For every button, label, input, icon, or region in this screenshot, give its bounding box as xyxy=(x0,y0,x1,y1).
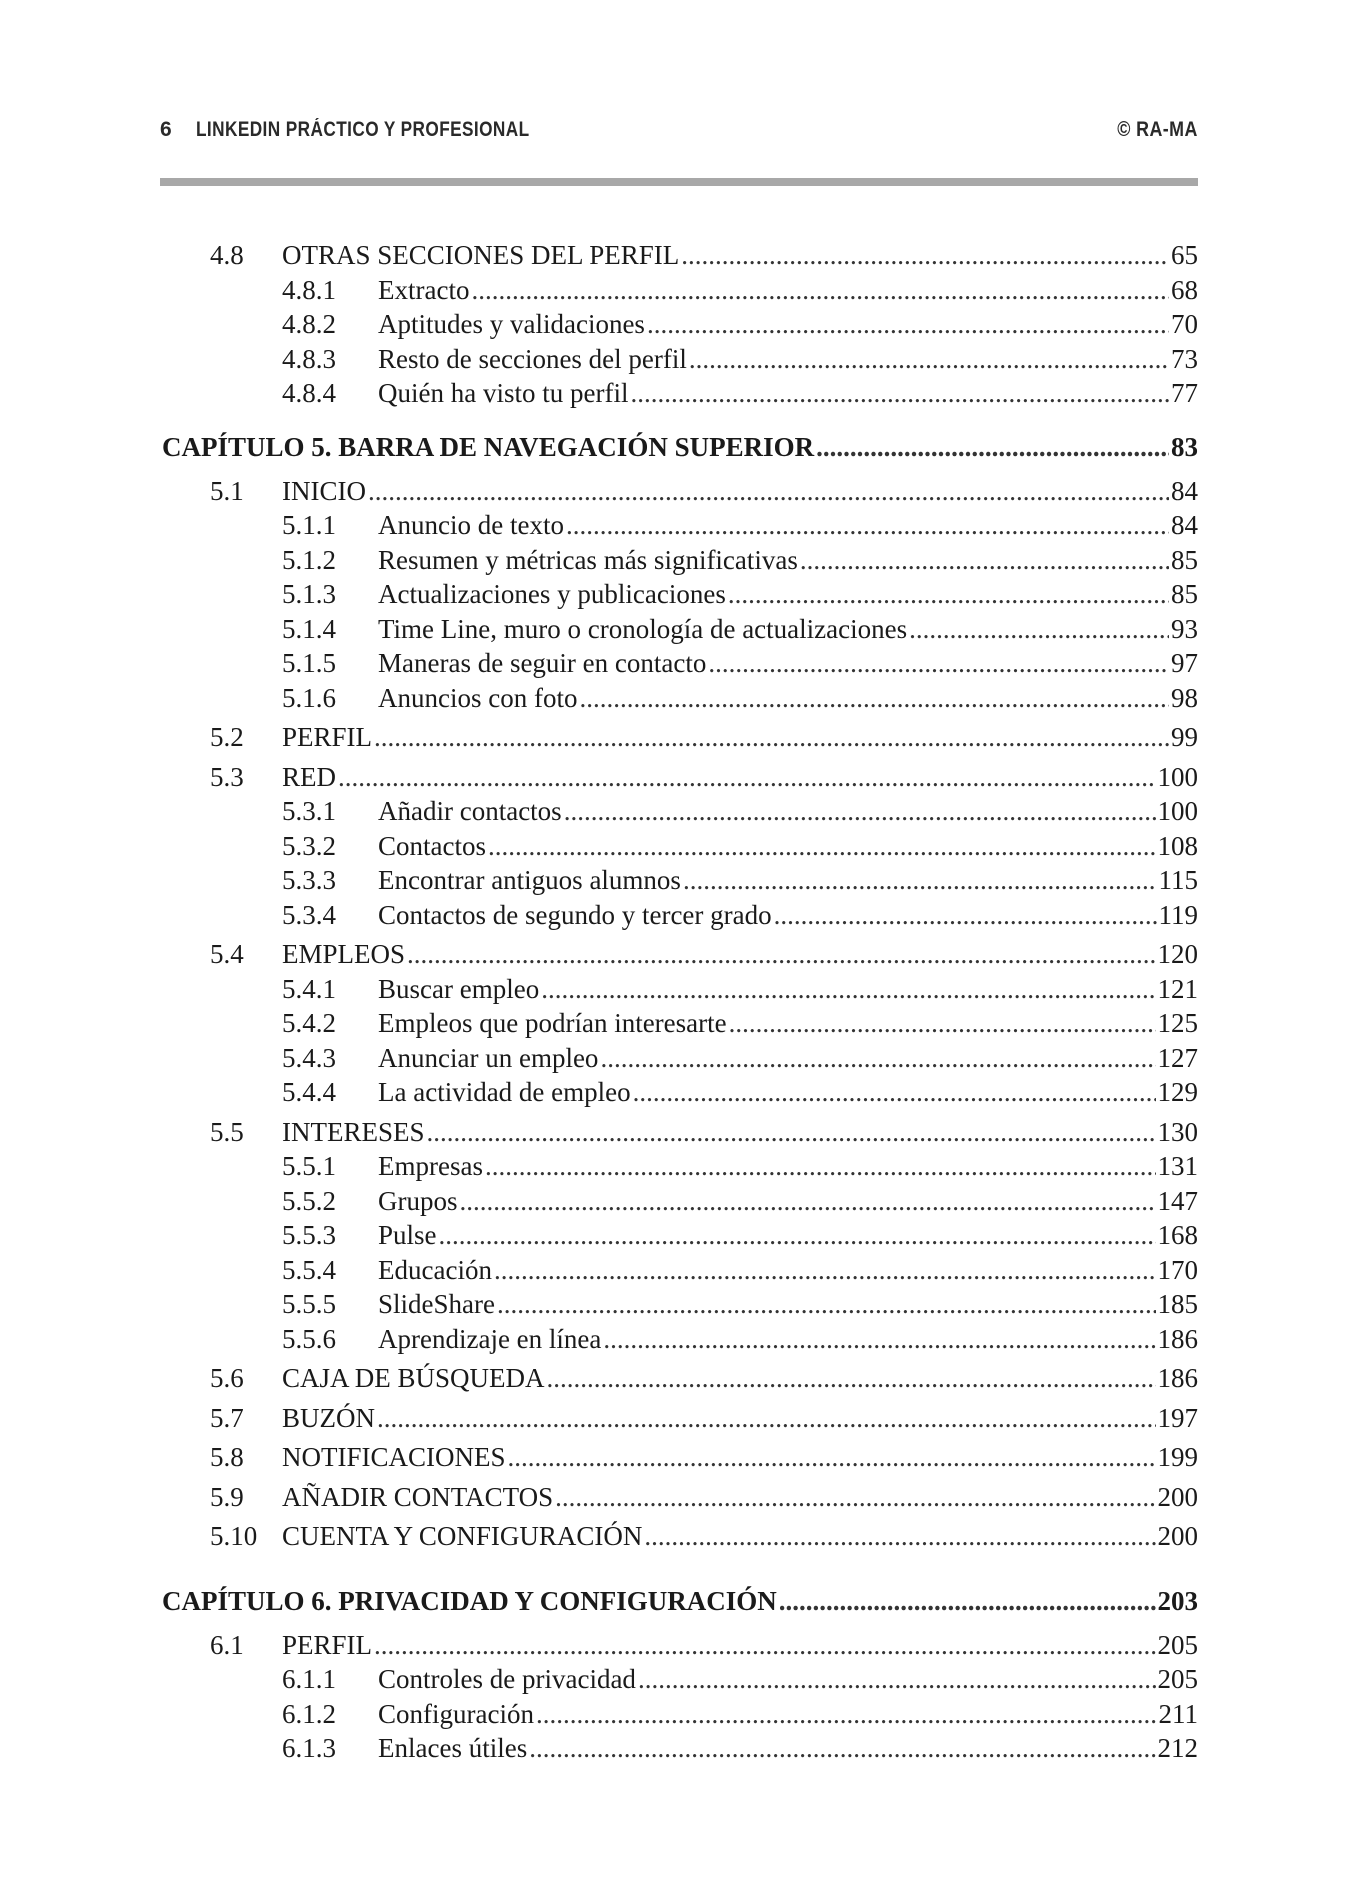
toc-entry xyxy=(378,577,1198,612)
toc-entry-title: Encontrar antiguos alumnos xyxy=(378,865,681,895)
toc-entry-page: 83 xyxy=(1171,431,1198,462)
toc-entry-number: 5.4.4 xyxy=(282,1077,336,1107)
dot-leader xyxy=(488,829,1156,864)
toc-entry-page: 205 xyxy=(1157,1629,1198,1660)
toc-section-row xyxy=(162,1361,1198,1396)
toc-subsection-row xyxy=(162,681,1198,716)
toc-entry-title: La actividad de empleo xyxy=(378,1077,631,1107)
toc-entry-page: 68 xyxy=(1171,274,1198,305)
toc-entry-title: BUZÓN xyxy=(282,1402,375,1433)
toc-entry xyxy=(378,1662,1198,1697)
dot-leader xyxy=(377,1401,1156,1436)
toc-entry xyxy=(282,1628,1198,1663)
toc-subsection-row xyxy=(162,1697,1198,1732)
toc-entry xyxy=(378,376,1198,411)
toc-entry-title: Resumen y métricas más significativas xyxy=(378,544,798,575)
toc-entry-number: 5.1.1 xyxy=(282,510,336,540)
dot-leader xyxy=(471,273,1169,308)
toc-entry-number: 5.4.3 xyxy=(282,1042,336,1073)
toc-entry-number: 5.9 xyxy=(210,1481,244,1512)
toc-entry-number: 6.1.3 xyxy=(282,1733,336,1763)
toc-entry-title: NOTIFICACIONES xyxy=(282,1442,506,1472)
toc-entry xyxy=(162,425,1198,469)
toc-subsection-row xyxy=(162,863,1198,898)
toc-entry xyxy=(378,829,1198,864)
dot-leader xyxy=(494,1253,1156,1288)
toc-entry xyxy=(282,1401,1198,1436)
toc-entry-title: Empleos que podrían interesarte xyxy=(378,1008,727,1038)
toc-entry-page: 121 xyxy=(1157,973,1198,1004)
toc-entry-number: 5.4.1 xyxy=(282,973,336,1004)
toc-entry xyxy=(378,646,1198,681)
toc-entry-number: 4.8.1 xyxy=(282,274,336,305)
toc-entry-number: 5.1.3 xyxy=(282,579,336,609)
dot-leader xyxy=(633,1075,1156,1110)
toc-subsection-row xyxy=(162,1218,1198,1253)
toc-entry xyxy=(378,1253,1198,1288)
toc-entry-number: 5.3.3 xyxy=(282,865,336,895)
toc-entry-title: INTERESES xyxy=(282,1116,425,1147)
toc-subsection-row xyxy=(162,1075,1198,1110)
toc-entry-title: Resto de secciones del perfil xyxy=(378,343,687,374)
toc-subsection-row xyxy=(162,646,1198,681)
toc-entry-number: 5.1.6 xyxy=(282,682,336,713)
toc-entry-page: 205 xyxy=(1157,1664,1198,1694)
dot-leader xyxy=(779,1579,1156,1623)
toc-subsection-row xyxy=(162,829,1198,864)
toc-entry-title: Buscar empleo xyxy=(378,973,540,1004)
toc-entry-title: Maneras de seguir en contacto xyxy=(378,648,707,678)
toc-section-row xyxy=(162,1519,1198,1554)
toc-entry-page: 147 xyxy=(1157,1185,1198,1216)
toc-entry-page: 120 xyxy=(1157,939,1198,969)
toc-entry-page: 100 xyxy=(1157,796,1198,826)
toc-subsection-row xyxy=(162,1662,1198,1697)
dot-leader xyxy=(644,1519,1155,1554)
toc-entry-title: AÑADIR CONTACTOS xyxy=(282,1481,554,1512)
toc-entry xyxy=(378,898,1198,933)
toc-section-row xyxy=(162,1401,1198,1436)
dot-leader xyxy=(407,937,1155,972)
toc-entry-title: CAPÍTULO 6. PRIVACIDAD Y CONFIGURACIÓN xyxy=(162,1585,777,1616)
toc-entry-page: 108 xyxy=(1157,830,1198,861)
toc-entry xyxy=(378,794,1198,829)
toc-entry-number: 6.1.2 xyxy=(282,1698,336,1729)
dot-leader xyxy=(497,1287,1156,1322)
toc-section-row xyxy=(162,1115,1198,1150)
toc-entry-number: 5.5.2 xyxy=(282,1185,336,1216)
toc-entry-page: 200 xyxy=(1157,1481,1198,1512)
toc-section-row xyxy=(162,720,1198,755)
toc-entry xyxy=(378,1218,1198,1253)
dot-leader xyxy=(774,898,1157,933)
toc-subsection-row xyxy=(162,307,1198,342)
dot-leader xyxy=(729,1006,1156,1041)
dot-leader xyxy=(374,1628,1155,1663)
toc-subsection-row xyxy=(162,1041,1198,1076)
toc-subsection-row xyxy=(162,543,1198,578)
toc-entry xyxy=(378,1184,1198,1219)
toc-entry-title: Controles de privacidad xyxy=(378,1664,636,1694)
dot-leader xyxy=(508,1440,1156,1475)
toc-section-row xyxy=(162,1440,1198,1475)
toc-entry xyxy=(378,543,1198,578)
toc-entry xyxy=(378,612,1198,647)
dot-leader xyxy=(909,612,1169,647)
toc-entry-title: CAPÍTULO 5. BARRA DE NAVEGACIÓN SUPERIOR xyxy=(162,431,815,462)
toc-subsection-row xyxy=(162,376,1198,411)
toc-entry-title: Contactos de segundo y tercer grado xyxy=(378,899,772,930)
toc-entry xyxy=(378,1075,1198,1110)
toc-subsection-row xyxy=(162,1322,1198,1357)
toc-entry-number: 5.1.5 xyxy=(282,648,336,678)
toc-entry-number: 5.8 xyxy=(210,1442,244,1472)
toc-subsection-row xyxy=(162,1253,1198,1288)
toc-entry-number: 4.8.2 xyxy=(282,309,336,339)
toc-entry-title: RED xyxy=(282,761,336,792)
toc-section-row xyxy=(162,238,1198,273)
toc-entry-number: 5.10 xyxy=(210,1521,258,1551)
toc-subsection-row xyxy=(162,612,1198,647)
toc-entry-number: 5.1.2 xyxy=(282,544,336,575)
dot-leader xyxy=(485,1149,1156,1184)
page-number: 6 xyxy=(160,118,173,141)
dot-leader xyxy=(566,508,1169,543)
toc-entry xyxy=(378,863,1198,898)
toc-entry-page: 84 xyxy=(1171,475,1198,506)
dot-leader xyxy=(579,681,1169,716)
toc-entry xyxy=(378,1006,1198,1041)
toc-subsection-row xyxy=(162,342,1198,377)
toc-entry-title: Pulse xyxy=(378,1220,437,1250)
toc-entry-title: Grupos xyxy=(378,1185,458,1216)
toc-subsection-row xyxy=(162,1287,1198,1322)
toc-entry-title: CUENTA Y CONFIGURACIÓN xyxy=(282,1521,643,1551)
toc-section-row xyxy=(162,937,1198,972)
toc-subsection-row xyxy=(162,794,1198,829)
toc-entry xyxy=(282,1440,1198,1475)
toc-entry xyxy=(378,1287,1198,1322)
toc-entry xyxy=(378,508,1198,543)
toc-entry-number: 5.6 xyxy=(210,1363,244,1393)
toc-entry-number: 5.5.5 xyxy=(282,1289,336,1319)
toc-entry-page: 85 xyxy=(1171,579,1198,609)
toc-section-row xyxy=(162,1628,1198,1663)
dot-leader xyxy=(647,307,1169,342)
dot-leader xyxy=(689,342,1169,377)
toc-entry xyxy=(378,1322,1198,1357)
toc-entry-number: 5.1 xyxy=(210,475,244,506)
toc-entry-title: EMPLEOS xyxy=(282,939,406,969)
toc-entry-page: 211 xyxy=(1158,1698,1198,1729)
toc-entry-page: 99 xyxy=(1171,722,1198,752)
toc-entry xyxy=(378,681,1198,716)
dot-leader xyxy=(683,863,1157,898)
table-of-contents xyxy=(162,233,1198,1766)
toc-entry-number: 5.5.3 xyxy=(282,1220,336,1250)
toc-subsection-row xyxy=(162,273,1198,308)
toc-subsection-row xyxy=(162,577,1198,612)
toc-entry-number: 5.2 xyxy=(210,722,244,752)
toc-entry-number: 4.8 xyxy=(210,240,244,270)
toc-entry xyxy=(378,1731,1198,1766)
toc-entry-title: INICIO xyxy=(282,475,366,506)
toc-entry-number: 4.8.4 xyxy=(282,378,336,408)
toc-entry-page: 200 xyxy=(1157,1521,1198,1551)
toc-entry-title: Actualizaciones y publicaciones xyxy=(378,579,726,609)
toc-entry xyxy=(378,273,1198,308)
toc-subsection-row xyxy=(162,1731,1198,1766)
toc-entry-page: 130 xyxy=(1157,1116,1198,1147)
toc-entry xyxy=(378,972,1198,1007)
publisher-mark: © RA-MA xyxy=(1117,118,1198,141)
header-rule xyxy=(160,178,1198,186)
toc-entry-page: 199 xyxy=(1157,1442,1198,1472)
toc-entry-page: 85 xyxy=(1171,544,1198,575)
toc-entry-page: 73 xyxy=(1171,343,1198,374)
toc-entry-page: 77 xyxy=(1171,378,1198,408)
toc-entry-page: 197 xyxy=(1157,1402,1198,1433)
toc-entry-title: PERFIL xyxy=(282,1629,373,1660)
dot-leader xyxy=(439,1218,1156,1253)
toc-entry xyxy=(282,937,1198,972)
toc-entry-page: 129 xyxy=(1157,1077,1198,1107)
dot-leader xyxy=(368,474,1169,509)
dot-leader xyxy=(460,1184,1156,1219)
toc-subsection-row xyxy=(162,1006,1198,1041)
toc-entry xyxy=(282,474,1198,509)
dot-leader xyxy=(638,1662,1156,1697)
toc-entry-page: 84 xyxy=(1171,510,1198,540)
dot-leader xyxy=(708,646,1169,681)
dot-leader xyxy=(728,577,1169,612)
dot-leader xyxy=(681,238,1169,273)
toc-entry-title: SlideShare xyxy=(378,1289,495,1319)
toc-entry-page: 185 xyxy=(1157,1289,1198,1319)
toc-entry-title: Enlaces útiles xyxy=(378,1733,528,1763)
toc-entry-title: Anuncios con foto xyxy=(378,682,578,713)
toc-entry xyxy=(282,720,1198,755)
toc-entry-number: 5.5.6 xyxy=(282,1323,336,1354)
toc-subsection-row xyxy=(162,1149,1198,1184)
toc-section-row xyxy=(162,1480,1198,1515)
toc-entry xyxy=(282,1519,1198,1554)
toc-entry-page: 65 xyxy=(1171,240,1198,270)
toc-entry-title: Contactos xyxy=(378,830,486,861)
toc-entry-title: Aptitudes y validaciones xyxy=(378,309,645,339)
toc-entry-page: 168 xyxy=(1157,1220,1198,1250)
toc-entry-page: 127 xyxy=(1157,1042,1198,1073)
toc-chapter-row xyxy=(162,425,1198,469)
toc-entry-number: 6.1.1 xyxy=(282,1664,336,1694)
toc-entry-page: 170 xyxy=(1157,1254,1198,1285)
toc-entry-title: Time Line, muro o cronología de actualizaciones xyxy=(378,613,908,644)
dot-leader xyxy=(630,376,1169,411)
toc-entry xyxy=(282,238,1198,273)
toc-entry-number: 5.4 xyxy=(210,939,244,969)
toc-entry-title: OTRAS SECCIONES DEL PERFIL xyxy=(282,240,680,270)
dot-leader xyxy=(427,1115,1156,1150)
toc-entry-title: Empresas xyxy=(378,1151,483,1181)
toc-entry-title: Añadir contactos xyxy=(378,796,562,826)
toc-entry xyxy=(378,307,1198,342)
toc-entry xyxy=(378,1697,1198,1732)
toc-chapter-row xyxy=(162,1579,1198,1623)
book-title: LINKEDIN PRÁCTICO Y PROFESIONAL xyxy=(196,118,530,141)
toc-entry-number: 5.4.2 xyxy=(282,1008,336,1038)
dot-leader xyxy=(816,425,1169,469)
toc-entry xyxy=(282,760,1198,795)
toc-entry-page: 97 xyxy=(1171,648,1198,678)
toc-entry-number: 5.5 xyxy=(210,1116,244,1147)
toc-entry-number: 5.3 xyxy=(210,761,244,792)
dot-leader xyxy=(547,1361,1156,1396)
toc-entry xyxy=(282,1361,1198,1396)
toc-subsection-row xyxy=(162,972,1198,1007)
dot-leader xyxy=(374,720,1169,755)
toc-entry-title: Anuncio de texto xyxy=(378,510,564,540)
toc-entry xyxy=(282,1480,1198,1515)
toc-entry-title: PERFIL xyxy=(282,722,373,752)
toc-entry xyxy=(162,1579,1198,1623)
toc-entry-page: 203 xyxy=(1157,1585,1198,1616)
dot-leader xyxy=(800,543,1169,578)
toc-entry-number: 5.3.4 xyxy=(282,899,336,930)
toc-entry-title: Quién ha visto tu perfil xyxy=(378,378,629,408)
toc-entry-page: 93 xyxy=(1171,613,1198,644)
toc-section-row xyxy=(162,760,1198,795)
dot-leader xyxy=(603,1322,1155,1357)
toc-entry-page: 125 xyxy=(1157,1008,1198,1038)
toc-entry-number: 5.1.4 xyxy=(282,613,336,644)
dot-leader xyxy=(536,1697,1157,1732)
toc-entry xyxy=(282,1115,1198,1150)
toc-entry-page: 70 xyxy=(1171,309,1198,339)
toc-entry-number: 5.7 xyxy=(210,1402,244,1433)
toc-entry-page: 115 xyxy=(1158,865,1198,895)
toc-entry-page: 100 xyxy=(1157,761,1198,792)
toc-entry-title: CAJA DE BÚSQUEDA xyxy=(282,1363,545,1393)
toc-entry-title: Configuración xyxy=(378,1698,534,1729)
toc-entry-page: 131 xyxy=(1157,1151,1198,1181)
toc-entry-number: 6.1 xyxy=(210,1629,244,1660)
toc-entry-title: Aprendizaje en línea xyxy=(378,1323,602,1354)
toc-entry-title: Educación xyxy=(378,1254,492,1285)
toc-section-row xyxy=(162,474,1198,509)
running-header xyxy=(160,118,1198,158)
dot-leader xyxy=(555,1480,1155,1515)
toc-subsection-row xyxy=(162,508,1198,543)
toc-entry-page: 119 xyxy=(1158,899,1198,930)
toc-entry xyxy=(378,342,1198,377)
dot-leader xyxy=(529,1731,1155,1766)
toc-entry xyxy=(378,1041,1198,1076)
toc-entry xyxy=(378,1149,1198,1184)
toc-entry-number: 5.5.4 xyxy=(282,1254,336,1285)
toc-entry-number: 5.5.1 xyxy=(282,1151,336,1181)
toc-entry-number: 5.3.2 xyxy=(282,830,336,861)
dot-leader xyxy=(338,760,1156,795)
toc-entry-page: 212 xyxy=(1157,1733,1198,1763)
dot-leader xyxy=(564,794,1156,829)
toc-entry-title: Anunciar un empleo xyxy=(378,1042,599,1073)
dot-leader xyxy=(541,972,1155,1007)
toc-entry-title: Extracto xyxy=(378,274,470,305)
toc-subsection-row xyxy=(162,898,1198,933)
toc-entry-page: 186 xyxy=(1157,1363,1198,1393)
toc-entry-page: 186 xyxy=(1157,1323,1198,1354)
toc-entry-number: 4.8.3 xyxy=(282,343,336,374)
dot-leader xyxy=(600,1041,1155,1076)
toc-entry-number: 5.3.1 xyxy=(282,796,336,826)
toc-subsection-row xyxy=(162,1184,1198,1219)
toc-entry-page: 98 xyxy=(1171,682,1198,713)
